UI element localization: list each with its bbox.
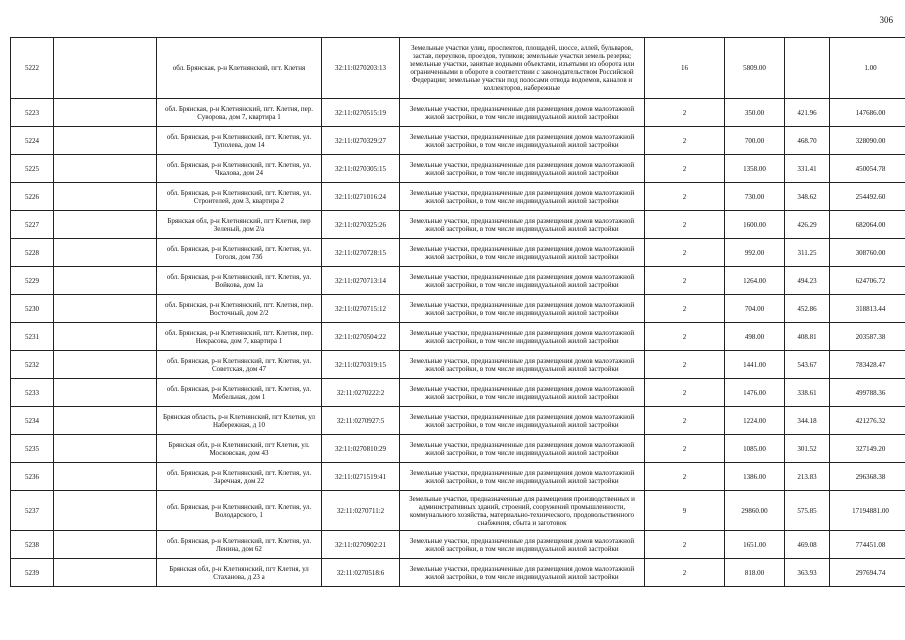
use-code-cell: 2 xyxy=(645,463,725,491)
cadastral-value-cell: 254492.60 xyxy=(830,183,905,211)
cadastral-value-cell: 308760.00 xyxy=(830,239,905,267)
blank-cell xyxy=(54,463,157,491)
cadastral-value-cell: 327149.20 xyxy=(830,435,905,463)
address-cell: обл. Брянская, р-н Клетнянский, пгт. Клетня, пер. Некрасова, дом 7, квартира 1 xyxy=(157,323,322,351)
cadastral-value-cell: 783428.47 xyxy=(830,351,905,379)
cadastral-value-cell: 1.00 xyxy=(830,38,905,99)
cadastral-number-cell: 32:11:0270504:22 xyxy=(322,323,400,351)
cadastral-number-cell: 32:11:0270927:5 xyxy=(322,407,400,435)
land-use-cell: Земельные участки, предназначенные для размещения домов малоэтажной жилой застройки, в том числе индивидуальной жилой застройки xyxy=(400,99,645,127)
table-row xyxy=(11,351,905,379)
area-cell: 498.00 xyxy=(725,323,785,351)
address-cell: обл. Брянская, р-н Клетнянский, пгт. Клетня, ул. Ленина, дом 62 xyxy=(157,531,322,559)
cadastral-value-cell: 421276.32 xyxy=(830,407,905,435)
cadastral-number-cell: 32:11:0270715:12 xyxy=(322,295,400,323)
use-code-cell: 2 xyxy=(645,295,725,323)
address-cell: обл. Брянская, р-н Клетнянский, пгт. Клетня, ул. Строителей, дом 3, квартира 2 xyxy=(157,183,322,211)
cadastral-value-cell: 296368.38 xyxy=(830,463,905,491)
table-row xyxy=(11,38,905,99)
table-row xyxy=(11,323,905,351)
table-row xyxy=(11,531,905,559)
blank-cell xyxy=(54,239,157,267)
address-cell: обл. Брянская, р-н Клетнянский, пгт. Клетня, ул. Советская, дом 47 xyxy=(157,351,322,379)
address-cell: обл. Брянская, р-н Клетнянский, пгт. Клетня, ул. Войкова, дом 1а xyxy=(157,267,322,295)
row-number-cell: 5229 xyxy=(11,267,54,295)
use-code-cell: 2 xyxy=(645,127,725,155)
specific-value-cell: 344.18 xyxy=(785,407,830,435)
land-register-table xyxy=(10,37,905,587)
specific-value-cell: 468.70 xyxy=(785,127,830,155)
land-use-cell: Земельные участки, предназначенные для размещения производственных и административных зданий, строений, сооружений промышленности, коммунального хозяйства, материально-технического, продовольственного снабжения, сбыта и заготовок xyxy=(400,491,645,531)
blank-cell xyxy=(54,559,157,587)
land-use-cell: Земельные участки, предназначенные для размещения домов малоэтажной жилой застройки, в том числе индивидуальной жилой застройки xyxy=(400,435,645,463)
cadastral-number-cell: 32:11:0270222:2 xyxy=(322,379,400,407)
table-row xyxy=(11,463,905,491)
use-code-cell: 2 xyxy=(645,323,725,351)
address-cell: обл. Брянская, р-н Клетнянский, пгт. Клетня, ул. Гоголя, дом 73б xyxy=(157,239,322,267)
specific-value-cell: 213.83 xyxy=(785,463,830,491)
address-cell: Брянская обл, р-н Клетнянский, пгт Клетня, ул. Московская, дом 43 xyxy=(157,435,322,463)
row-number-cell: 5223 xyxy=(11,99,54,127)
blank-cell xyxy=(54,211,157,239)
area-cell: 29860.00 xyxy=(725,491,785,531)
area-cell: 818.00 xyxy=(725,559,785,587)
address-cell: Брянская обл, р-н Клетнянский, пгт Клетня, ул Стаханова, д 23 а xyxy=(157,559,322,587)
specific-value-cell: 331.41 xyxy=(785,155,830,183)
cadastral-number-cell: 32:11:0270329:27 xyxy=(322,127,400,155)
specific-value-cell: 363.93 xyxy=(785,559,830,587)
use-code-cell: 2 xyxy=(645,559,725,587)
specific-value-cell: 575.85 xyxy=(785,491,830,531)
blank-cell xyxy=(54,99,157,127)
cadastral-number-cell: 32:11:0270305:15 xyxy=(322,155,400,183)
specific-value-cell: 311.25 xyxy=(785,239,830,267)
use-code-cell: 2 xyxy=(645,99,725,127)
cadastral-value-cell: 318813.44 xyxy=(830,295,905,323)
use-code-cell: 2 xyxy=(645,211,725,239)
blank-cell xyxy=(54,267,157,295)
row-number-cell: 5239 xyxy=(11,559,54,587)
specific-value-cell: 408.81 xyxy=(785,323,830,351)
row-number-cell: 5230 xyxy=(11,295,54,323)
area-cell: 730.00 xyxy=(725,183,785,211)
row-number-cell: 5235 xyxy=(11,435,54,463)
use-code-cell: 2 xyxy=(645,155,725,183)
cadastral-number-cell: 32:11:0271016:24 xyxy=(322,183,400,211)
use-code-cell: 2 xyxy=(645,531,725,559)
cadastral-number-cell: 32:11:0270515:19 xyxy=(322,99,400,127)
table-row xyxy=(11,559,905,587)
row-number-cell: 5224 xyxy=(11,127,54,155)
specific-value-cell: 338.61 xyxy=(785,379,830,407)
area-cell: 704.00 xyxy=(725,295,785,323)
cadastral-number-cell: 32:11:0270325:26 xyxy=(322,211,400,239)
area-cell: 1085.00 xyxy=(725,435,785,463)
row-number-cell: 5228 xyxy=(11,239,54,267)
cadastral-value-cell: 328090.00 xyxy=(830,127,905,155)
land-use-cell: Земельные участки, предназначенные для размещения домов малоэтажной жилой застройки, в том числе индивидуальной жилой застройки xyxy=(400,127,645,155)
blank-cell xyxy=(54,155,157,183)
blank-cell xyxy=(54,491,157,531)
area-cell: 1224.00 xyxy=(725,407,785,435)
land-use-cell: Земельные участки, предназначенные для размещения домов малоэтажной жилой застройки, в том числе индивидуальной жилой застройки xyxy=(400,379,645,407)
cadastral-number-cell: 32:11:0270711:2 xyxy=(322,491,400,531)
specific-value-cell: 543.67 xyxy=(785,351,830,379)
area-cell: 1600.00 xyxy=(725,211,785,239)
blank-cell xyxy=(54,351,157,379)
cadastral-value-cell: 297694.74 xyxy=(830,559,905,587)
table-row xyxy=(11,99,905,127)
land-use-cell: Земельные участки, предназначенные для размещения домов малоэтажной жилой застройки, в том числе индивидуальной жилой застройки xyxy=(400,211,645,239)
use-code-cell: 2 xyxy=(645,407,725,435)
cadastral-value-cell: 624706.72 xyxy=(830,267,905,295)
blank-cell xyxy=(54,38,157,99)
cadastral-number-cell: 32:11:0270713:14 xyxy=(322,267,400,295)
land-use-cell: Земельные участки, предназначенные для размещения домов малоэтажной жилой застройки, в том числе индивидуальной жилой застройки xyxy=(400,323,645,351)
table-row xyxy=(11,295,905,323)
blank-cell xyxy=(54,531,157,559)
cadastral-number-cell: 32:11:0270518:6 xyxy=(322,559,400,587)
area-cell: 992.00 xyxy=(725,239,785,267)
table-row xyxy=(11,239,905,267)
land-use-cell: Земельные участки, предназначенные для размещения домов малоэтажной жилой застройки, в том числе индивидуальной жилой застройки xyxy=(400,239,645,267)
cadastral-value-cell: 774451.08 xyxy=(830,531,905,559)
cadastral-number-cell: 32:11:0271519:41 xyxy=(322,463,400,491)
table-row xyxy=(11,379,905,407)
area-cell: 350.00 xyxy=(725,99,785,127)
row-number-cell: 5222 xyxy=(11,38,54,99)
table-row xyxy=(11,183,905,211)
row-number-cell: 5232 xyxy=(11,351,54,379)
address-cell: обл. Брянская, р-н Клетнянский, пгт. Клетня xyxy=(157,38,322,99)
area-cell: 700.00 xyxy=(725,127,785,155)
area-cell: 1358.00 xyxy=(725,155,785,183)
address-cell: обл. Брянская, р-н Клетнянский, пгт. Клетня, ул. Чкалова, дом 24 xyxy=(157,155,322,183)
blank-cell xyxy=(54,407,157,435)
use-code-cell: 2 xyxy=(645,239,725,267)
blank-cell xyxy=(54,295,157,323)
land-use-cell: Земельные участки, предназначенные для размещения домов малоэтажной жилой застройки, в том числе индивидуальной жилой застройки xyxy=(400,463,645,491)
specific-value-cell: 452.86 xyxy=(785,295,830,323)
cadastral-number-cell: 32:11:0270319:15 xyxy=(322,351,400,379)
cadastral-value-cell: 450054.78 xyxy=(830,155,905,183)
cadastral-number-cell: 32:11:0270810:29 xyxy=(322,435,400,463)
address-cell: обл. Брянская, р-н Клетнянский, пгт. Клетня, ул. Мебельная, дом 1 xyxy=(157,379,322,407)
address-cell: обл. Брянская, р-н Клетнянский, пгт. Клетня, пер. Суворова, дом 7, квартира 1 xyxy=(157,99,322,127)
address-cell: Брянская область, р-н Клетнянский, пгт Клетня, ул Набережная, д 10 xyxy=(157,407,322,435)
land-use-cell: Земельные участки, предназначенные для размещения домов малоэтажной жилой застройки, в том числе индивидуальной жилой застройки xyxy=(400,295,645,323)
cadastral-value-cell: 682064.00 xyxy=(830,211,905,239)
specific-value-cell: 469.08 xyxy=(785,531,830,559)
cadastral-value-cell: 203587.38 xyxy=(830,323,905,351)
cadastral-value-cell: 147686.00 xyxy=(830,99,905,127)
table-row xyxy=(11,211,905,239)
area-cell: 1476.00 xyxy=(725,379,785,407)
land-use-cell: Земельные участки, предназначенные для размещения домов малоэтажной жилой застройки, в том числе индивидуальной жилой застройки xyxy=(400,407,645,435)
row-number-cell: 5225 xyxy=(11,155,54,183)
address-cell: обл. Брянская, р-н Клетнянский, пгт. Клетня, ул. Володарского, 1 xyxy=(157,491,322,531)
specific-value-cell: 301.52 xyxy=(785,435,830,463)
blank-cell xyxy=(54,127,157,155)
land-use-cell: Земельные участки, предназначенные для размещения домов малоэтажной жилой застройки, в том числе индивидуальной жилой застройки xyxy=(400,531,645,559)
area-cell: 1441.00 xyxy=(725,351,785,379)
specific-value-cell: 421.96 xyxy=(785,99,830,127)
table-row xyxy=(11,127,905,155)
table-row xyxy=(11,267,905,295)
use-code-cell: 2 xyxy=(645,267,725,295)
cadastral-number-cell: 32:11:0270203:13 xyxy=(322,38,400,99)
row-number-cell: 5236 xyxy=(11,463,54,491)
table-body xyxy=(11,38,905,587)
land-use-cell: Земельные участки, предназначенные для размещения домов малоэтажной жилой застройки, в том числе индивидуальной жилой застройки xyxy=(400,267,645,295)
table-row xyxy=(11,435,905,463)
land-use-cell: Земельные участки, предназначенные для размещения домов малоэтажной жилой застройки, в том числе индивидуальной жилой застройки xyxy=(400,155,645,183)
address-cell: обл. Брянская, р-н Клетнянский, пгт. Клетня, ул. Туполева, дом 14 xyxy=(157,127,322,155)
use-code-cell: 2 xyxy=(645,379,725,407)
row-number-cell: 5237 xyxy=(11,491,54,531)
blank-cell xyxy=(54,323,157,351)
blank-cell xyxy=(54,435,157,463)
specific-value-cell: 494.23 xyxy=(785,267,830,295)
land-use-cell: Земельные участки улиц, проспектов, площадей, шоссе, аллей, бульваров, застав, переулков, проездов, тупиков; земельные участки земель резерва; земельные участки, занятые водными объектами, изъятыми из оборота или ограниченными в обороте в соответствии с законодательством Российской Федерации; земельные участки под полосами отвода водоемов, каналов и коллекторов, набережные xyxy=(400,38,645,99)
cadastral-value-cell: 499788.36 xyxy=(830,379,905,407)
address-cell: обл. Брянская, р-н Клетнянский, пгт. Клетня, пер. Восточный, дом 2/2 xyxy=(157,295,322,323)
table-row xyxy=(11,407,905,435)
specific-value-cell: 426.29 xyxy=(785,211,830,239)
row-number-cell: 5234 xyxy=(11,407,54,435)
address-cell: Брянская обл, р-н Клетнянский, пгт Клетня, пер Зеленый, дом 2/а xyxy=(157,211,322,239)
blank-cell xyxy=(54,183,157,211)
row-number-cell: 5231 xyxy=(11,323,54,351)
blank-cell xyxy=(54,379,157,407)
use-code-cell: 9 xyxy=(645,491,725,531)
area-cell: 1386.00 xyxy=(725,463,785,491)
table-row xyxy=(11,491,905,531)
row-number-cell: 5226 xyxy=(11,183,54,211)
row-number-cell: 5233 xyxy=(11,379,54,407)
area-cell: 1264.00 xyxy=(725,267,785,295)
use-code-cell: 2 xyxy=(645,183,725,211)
cadastral-value-cell: 17194881.00 xyxy=(830,491,905,531)
cadastral-number-cell: 32:11:0270902:21 xyxy=(322,531,400,559)
land-use-cell: Земельные участки, предназначенные для размещения домов малоэтажной жилой застройки, в том числе индивидуальной жилой застройки xyxy=(400,351,645,379)
row-number-cell: 5238 xyxy=(11,531,54,559)
row-number-cell: 5227 xyxy=(11,211,54,239)
specific-value-cell: 348.62 xyxy=(785,183,830,211)
use-code-cell: 2 xyxy=(645,351,725,379)
use-code-cell: 16 xyxy=(645,38,725,99)
land-use-cell: Земельные участки, предназначенные для размещения домов малоэтажной жилой застройки, в том числе индивидуальной жилой застройки xyxy=(400,559,645,587)
cadastral-number-cell: 32:11:0270728:15 xyxy=(322,239,400,267)
table-row xyxy=(11,155,905,183)
use-code-cell: 2 xyxy=(645,435,725,463)
specific-value-cell xyxy=(785,38,830,99)
page-number: 306 xyxy=(879,15,893,25)
area-cell: 1651.00 xyxy=(725,531,785,559)
address-cell: обл. Брянская, р-н Клетнянский, пгт. Клетня, ул. Заречная, дом 22 xyxy=(157,463,322,491)
area-cell: 5809.00 xyxy=(725,38,785,99)
land-use-cell: Земельные участки, предназначенные для размещения домов малоэтажной жилой застройки, в том числе индивидуальной жилой застройки xyxy=(400,183,645,211)
